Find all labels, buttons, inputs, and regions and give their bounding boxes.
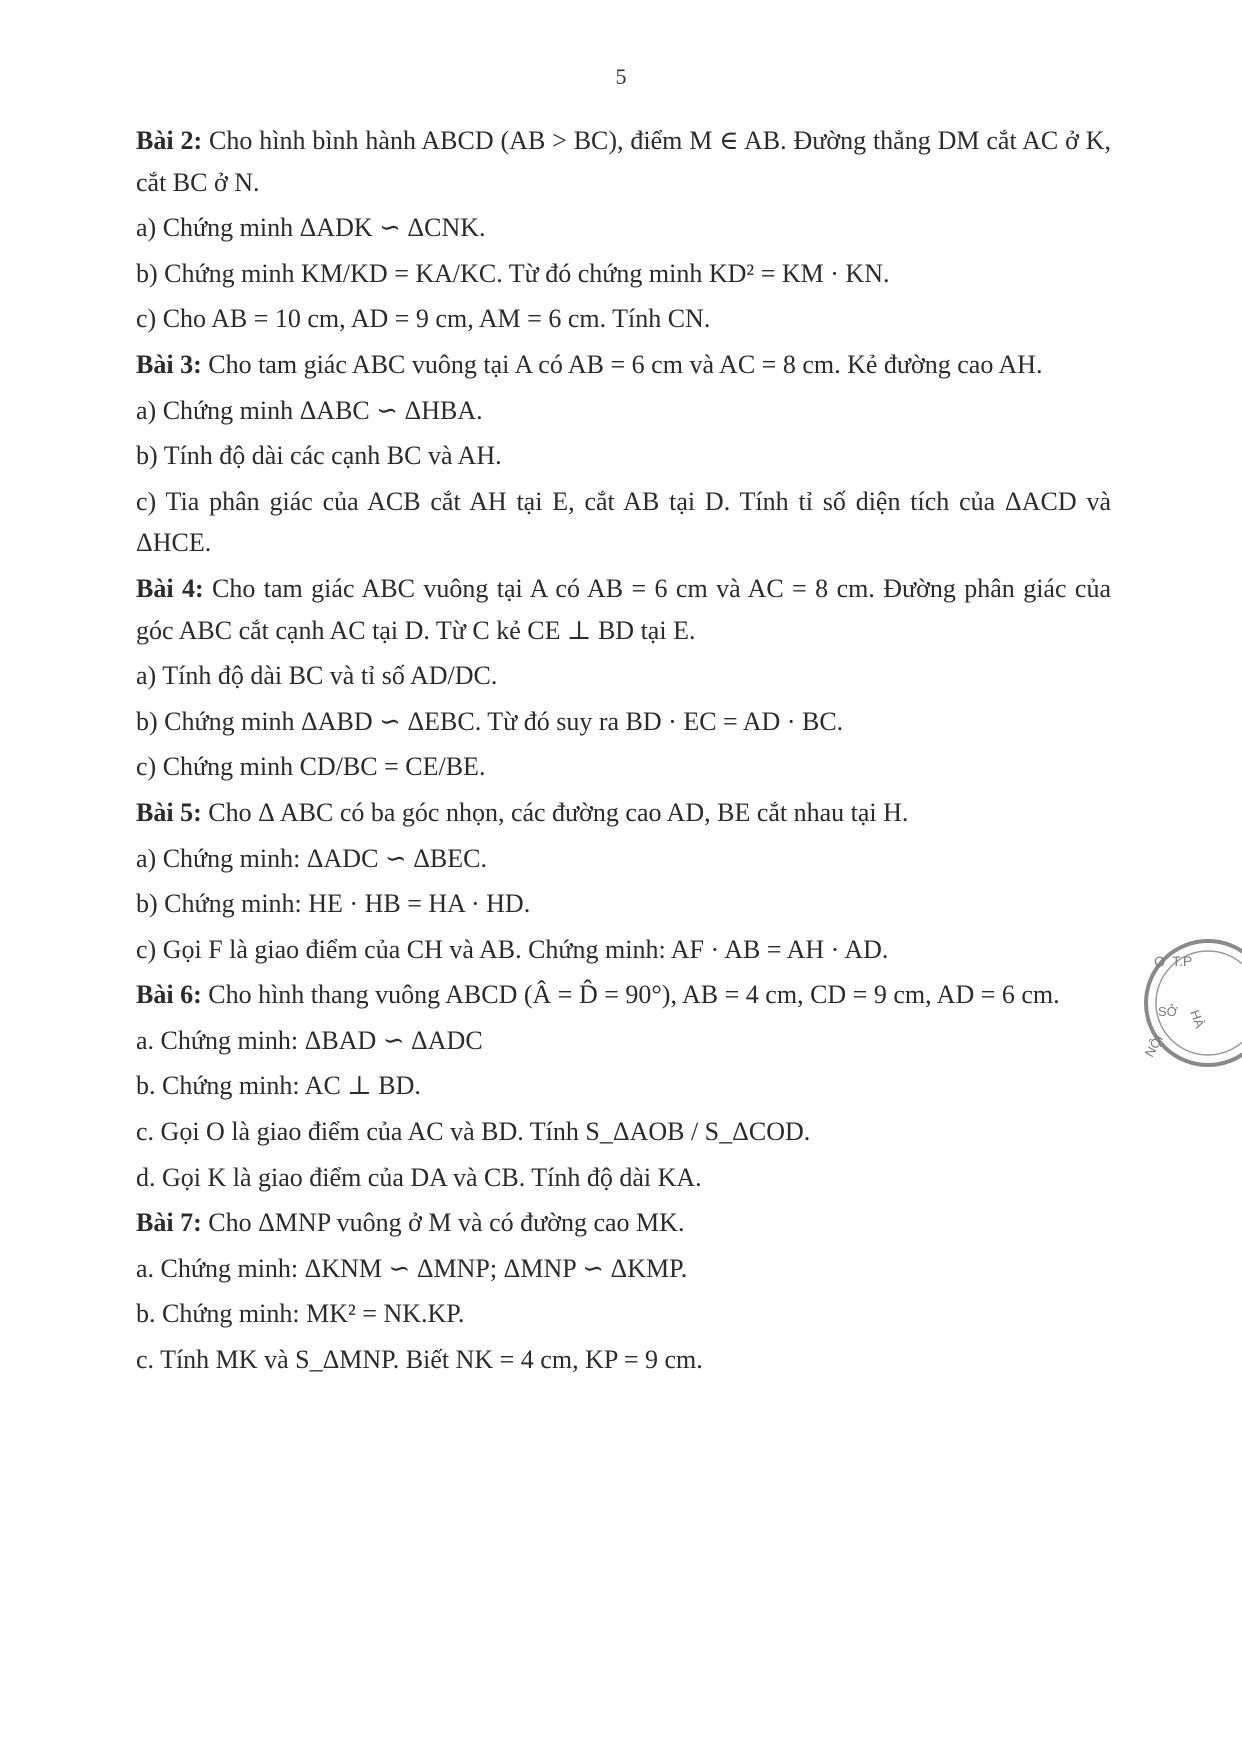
problem-6-part-b: b. Chứng minh: AC ⊥ BD. [136, 1071, 421, 1101]
problem-2-part-a: a) Chứng minh ΔADK ∽ ΔCNK. [136, 213, 486, 243]
problem-4-part-c: c) Chứng minh CD/BC = CE/BE. [136, 752, 486, 782]
problem-3-label: Bài 3: [136, 349, 202, 379]
problem-4-label: Bài 4: [136, 573, 204, 603]
problem-6-part-a: a. Chứng minh: ΔBAD ∽ ΔADC [136, 1025, 483, 1055]
problem-2-statement [136, 120, 1111, 203]
page-number: 5 [615, 64, 627, 89]
problem-3-part-c: c) Tia phân giác của ACB cắt AH tại E, cắt AB tại D. Tính tỉ số diện tích của ΔACD và ΔHCE. [136, 486, 1111, 558]
problem-5-part-a: a) Chứng minh: ΔADC ∽ ΔBEC. [136, 843, 487, 873]
problem-3-text: Cho tam giác ABC vuông tại A có AB = 6 cm và AC = 8 cm. Kẻ đường cao AH. [208, 349, 1043, 379]
official-stamp [1128, 928, 1242, 1078]
svg-text:T.P: T.P [1172, 953, 1193, 969]
problem-2-text: Cho hình bình hành ABCD (AB > BC), điểm M ∈ AB. Đường thẳng DM cắt AC ở K, cắt BC ở N. [136, 126, 1111, 197]
problem-6-part-c: c. Gọi O là giao điểm của AC và BD. Tính S_ΔAOB / S_ΔCOD. [136, 1117, 811, 1147]
problem-3-part-b: b) Tính độ dài các cạnh BC và AH. [136, 441, 502, 471]
problem-6-text: Cho hình thang vuông ABCD (Â = D̂ = 90°), AB = 4 cm, CD = 9 cm, AD = 6 cm. [208, 980, 1060, 1010]
problem-2-label: Bài 2: [136, 126, 203, 155]
problem-4-part-b: b) Chứng minh ΔABD ∽ ΔEBC. Từ đó suy ra BD · EC = AD · BC. [136, 706, 844, 736]
problem-2-part-b: b) Chứng minh KM/KD = KA/KC. Từ đó chứng minh KD² = KM · KN. [136, 258, 890, 288]
problem-6-part-d: d. Gọi K là giao điểm của DA và CB. Tính độ dài KA. [136, 1162, 702, 1192]
problem-3-statement [136, 344, 1111, 386]
problem-2-part-c: c) Cho AB = 10 cm, AD = 9 cm, AM = 6 cm. Tính CN. [136, 304, 711, 334]
problem-4-statement [136, 568, 1111, 651]
problem-7-part-a: a. Chứng minh: ΔKNM ∽ ΔMNP; ΔMNP ∽ ΔKMP. [136, 1253, 688, 1283]
problem-5-part-b: b) Chứng minh: HE · HB = HA · HD. [136, 889, 531, 919]
problem-5-part-c: c) Gọi F là giao điểm của CH và AB. Chứng minh: AF · AB = AH · AD. [136, 934, 889, 964]
problem-5-statement [136, 792, 1111, 834]
problem-3-part-a: a) Chứng minh ΔABC ∽ ΔHBA. [136, 395, 483, 425]
problem-5-text: Cho Δ ABC có ba góc nhọn, các đường cao AD, BE cắt nhau tại H. [208, 797, 909, 827]
problem-6-statement [136, 974, 1111, 1016]
worksheet-content [136, 118, 1111, 1381]
svg-text:HÀ: HÀ [1187, 1007, 1208, 1030]
problem-7-statement [136, 1202, 1111, 1244]
problem-4-text: Cho tam giác ABC vuông tại A có AB = 6 cm và AC = 8 cm. Đường phân giác của góc ABC cắt cạnh AC tại D. Từ C kẻ CE ⊥ BD tại E. [136, 573, 1111, 645]
problem-7-part-c: c. Tính MK và S_ΔMNP. Biết NK = 4 cm, KP = 9 cm. [136, 1345, 703, 1375]
problem-6-label: Bài 6: [136, 980, 202, 1010]
problem-7-label: Bài 7: [136, 1208, 202, 1238]
svg-text:SỞ: SỞ [1158, 1004, 1178, 1019]
problem-7-part-b: b. Chứng minh: MK² = NK.KP. [136, 1299, 465, 1329]
svg-text:NỘI: NỘI [1141, 1031, 1167, 1060]
problem-5-label: Bài 5: [136, 797, 202, 827]
svg-text:O: O [1151, 952, 1168, 971]
problem-4-part-a: a) Tính độ dài BC và tỉ số AD/DC. [136, 661, 498, 691]
problem-7-text: Cho ΔMNP vuông ở M và có đường cao MK. [208, 1208, 685, 1238]
